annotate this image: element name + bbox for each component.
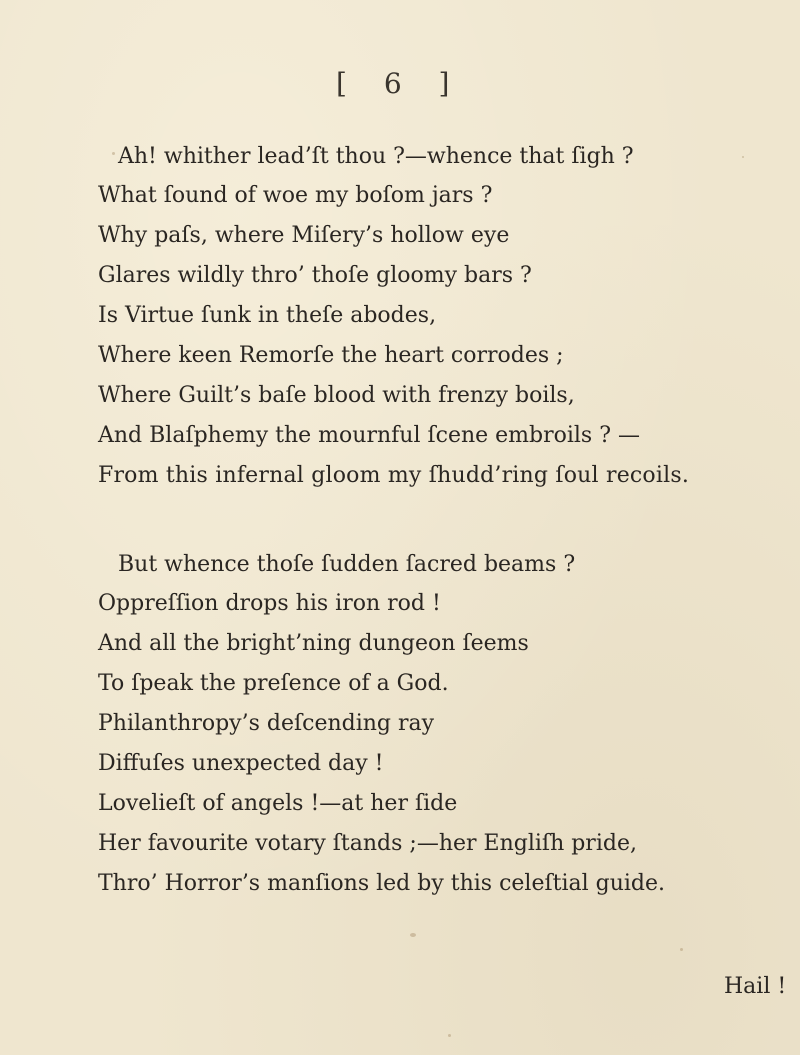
paper-speck (112, 152, 115, 155)
verse-line: Where keen Remorſe the heart corrodes ; (98, 343, 564, 368)
verse-line: Oppreſſion drops his iron rod ! (98, 591, 441, 616)
catchword: Hail ! (724, 974, 787, 999)
verse-line: And Blaſphemy the mournful ſcene embroils ? — (98, 423, 641, 448)
verse-line: To ſpeak the preſence of a God. (98, 671, 449, 696)
paper-speck (680, 948, 683, 951)
verse-line: Glares wildly thro’ thoſe gloomy bars ? (98, 263, 532, 288)
verse-line: Why paſs, where Miſery’s hollow eye (98, 223, 510, 248)
verse-line: Her favourite votary ſtands ;—her Engliſh pride, (98, 831, 637, 856)
paper-speck (742, 156, 744, 158)
page-number: [ 6 ] (336, 67, 464, 100)
verse-line: Thro’ Horror’s manſions led by this celeſtial guide. (98, 871, 666, 896)
paper-speck (410, 933, 416, 937)
verse-line: Is Virtue ſunk in theſe abodes, (98, 303, 437, 328)
verse-line: And all the bright’ning dungeon ſeems (98, 631, 529, 656)
verse-line: Where Guilt’s baſe blood with frenzy boils, (98, 383, 575, 408)
verse-line: But whence thoſe ſudden ſacred beams ? (118, 552, 576, 577)
verse-line: From this infernal gloom my ſhudd’ring ſoul recoils. (98, 463, 690, 488)
verse-line: Ah! whither lead’ſt thou ?—whence that ſigh ? (118, 144, 634, 169)
verse-line: Diffuſes unexpected day ! (98, 751, 384, 776)
verse-line: Philanthropy’s deſcending ray (98, 711, 435, 736)
verse-line: Lovelieſt of angels !—at her ſide (98, 791, 458, 816)
verse-line: What ſound of woe my boſom jars ? (98, 183, 493, 208)
paper-speck (448, 1034, 451, 1037)
